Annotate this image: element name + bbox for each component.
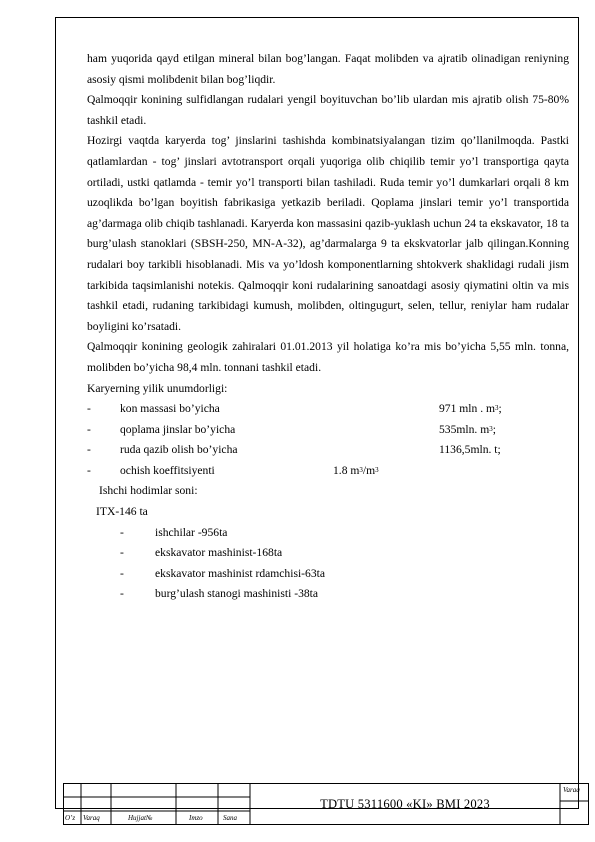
list-item: - kon massasi bo’yicha 971 mln . $m^3$; (87, 402, 502, 416)
workers-heading: Ishchi hodimlar soni: (99, 484, 198, 498)
sheet-label: Varaq (563, 786, 580, 794)
col-label-signature: Imzo (189, 814, 203, 822)
col-label-sheet: Varaq (83, 814, 100, 822)
title-block (63, 783, 589, 825)
list-item: - burg’ulash stanogi mashinisti -38ta (120, 587, 319, 601)
paragraph: Qalmoqqir konining sulfidlangan rudalari yengil boyituvchan bo’lib ulardan mis ajratib olish 75-80% tashkil etadi. (87, 93, 569, 127)
paragraph: ham yuqorida qayd etilgan mineral bilan bog’langan. Faqat molibden va ajratib olinadigan reniyning asosiy qismi molibdenit bilan bog’liqdir. (87, 52, 569, 86)
list-item: - ekskavator mashinist rdamchisi-63ta (120, 566, 326, 580)
paragraph: Qalmoqqir konining geologik zahiralari 01.01.2013 yil holatiga ko’ra mis bo’yicha 5,55 mln. tonna, molibden bo’yicha 98,4 mln. tonnani tashkil etadi. (87, 340, 569, 374)
list-item: - ekskavator mashinist-168ta (120, 546, 283, 560)
paragraph: Hozirgi vaqtda karyerda tog’ jinslarini tashishda kombinatsiyalangan tizim qo’llanilmoqda. Pastki qatlamlardan - tog’ jinslari avtotransport orqali yuqoriga olib chiqilib temir yo’l transportiga qayta ortiladi, ustki qatlamda - temir yo’l transporti bilan tashiladi. Ruda temir yo’l dumkarlari orqali 8 km uzoqlikda bo’lgan boyitish fabrikasiga yetkazib beriladi. Qoplama jinslari temir yo’l transportida ag’darmaga olib chiqib tashlanadi. Karyerda kon massasini qazib-yuklash uchun 24 ta ekskavator, 18 ta burg’ulash stanoklari (SBSH-250, MN-A-32), ag’darmalarga 9 ta ekskvatorlar jalb qilingan.Konning rudalari boy tarkibli hisoblanadi. Mis va yo’ldosh komponentlarning shtokverk shaklidagi rudali jism tarkibida taqsimlanishi notekis. Qalmoqqir koni rudalarining sanoatdagi asosiy qiymatini oltin va mis tashkil etadi, rudaning tarkibidagi kumush, molibden, oltingugurt, selen, tellur, reniylar ham rudalar boyligini ko’rsatadi. (87, 134, 569, 333)
list-item-coefficient: - ochish koeffitsiyenti 1.8 $m^3/m^3$ (87, 463, 379, 477)
list-item: - ruda qazib olish bo’yicha 1136,5mln. t; (87, 443, 501, 457)
title-block-designation: TDTU 5311600 «KI» BMI 2023 (320, 796, 490, 811)
list-item: - qoplama jinslar bo’yicha 535mln. $m^3$; (87, 422, 496, 436)
col-label-date: Sana (223, 814, 237, 822)
productivity-heading: Karyerning yilik unumdorligi: (87, 381, 228, 395)
workers-total: ITX-146 ta (96, 505, 148, 519)
document-body (87, 49, 569, 605)
col-label-document: Hujjat№ (128, 814, 153, 822)
list-item: - ishchilar -956ta (120, 525, 228, 539)
col-label-change: O’z (65, 814, 76, 822)
